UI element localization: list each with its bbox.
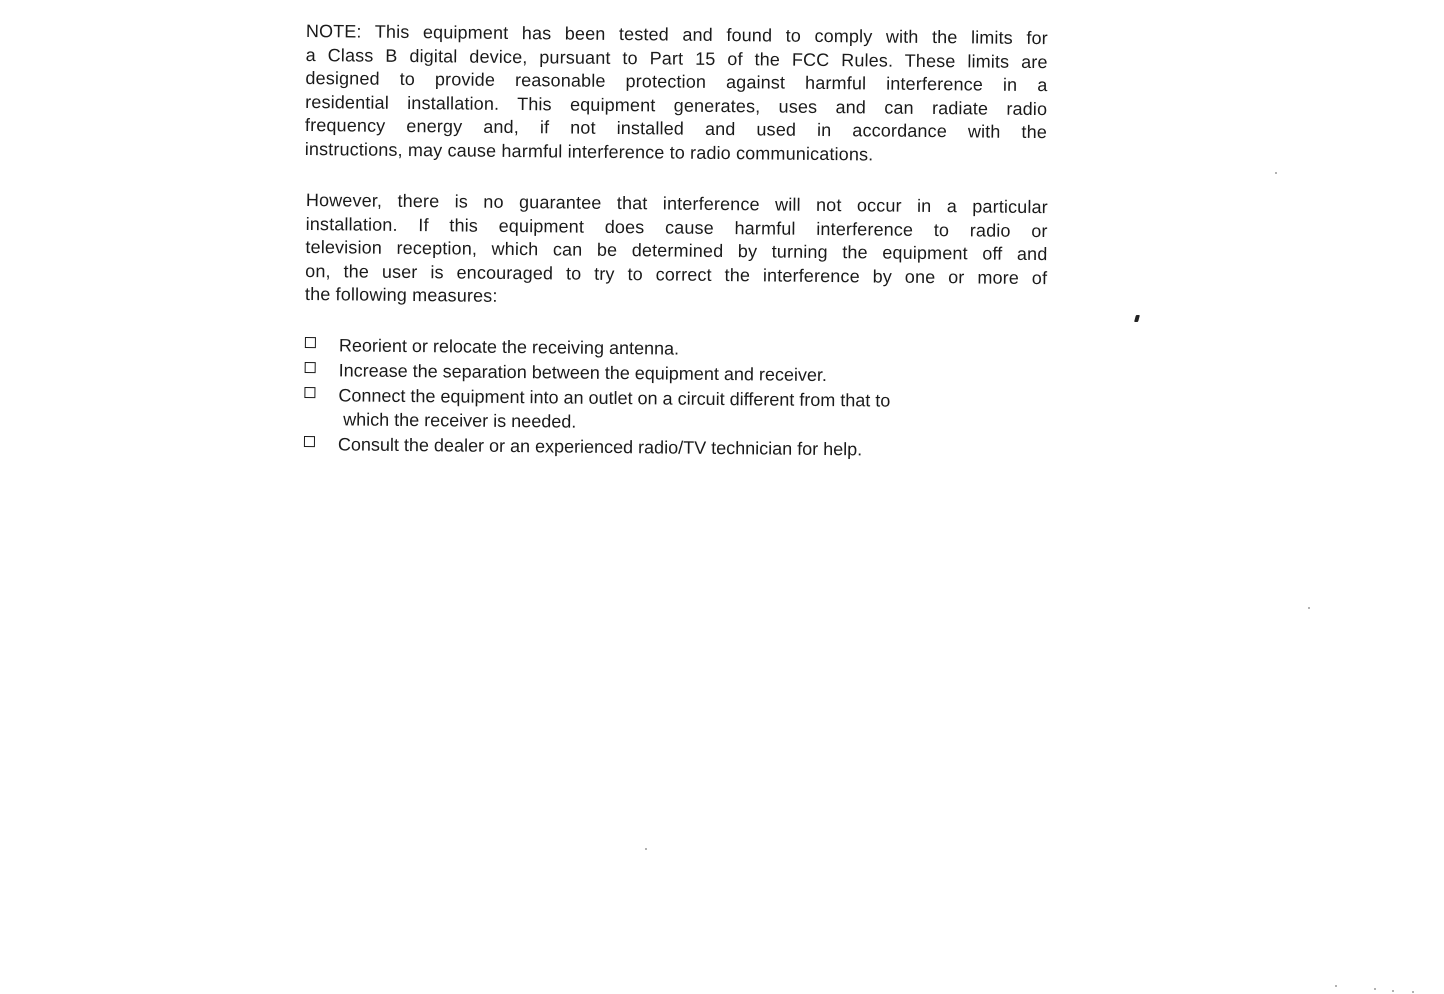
checkbox-square-icon [304, 387, 315, 398]
scan-speck [1275, 172, 1277, 174]
scan-speck [1392, 990, 1394, 992]
measures-list [303, 333, 1024, 464]
interference-paragraph [305, 189, 1048, 314]
measure-text-continuation: which the receiver is needed. [343, 409, 577, 432]
measure-text: Consult the dealer or an experienced radio/TV technician for help. [337, 434, 863, 460]
note-line: instructions, may cause harmful interference to radio communications. [304, 138, 874, 164]
however-line: However, there is no guarantee that interference will not occur in a particular [305, 189, 1048, 218]
scan-speck [1308, 607, 1310, 609]
note-line: NOTE: This equipment has been tested and found to comply with the limits for [305, 20, 1048, 49]
however-line: the following measures: [304, 283, 498, 306]
measure-text: Reorient or relocate the receiving antenna. [338, 335, 680, 359]
however-line: installation. If this equipment does cause harmful interference to radio or [305, 213, 1048, 241]
checkbox-square-icon [305, 337, 316, 348]
checkbox-square-icon [304, 436, 315, 447]
note-line: a Class B digital device, pursuant to Part 15 of the FCC Rules. These limits are [305, 44, 1048, 72]
scan-speck [1412, 991, 1414, 993]
scan-speck [645, 848, 647, 850]
note-line: designed to provide reasonable protection against harmful interference in a [305, 67, 1048, 96]
fcc-note-paragraph [305, 20, 1048, 168]
measure-text: Increase the separation between the equipment and receiver. [338, 360, 828, 386]
scan-speck [1374, 988, 1376, 990]
measure-item [303, 383, 1023, 438]
note-line: frequency energy and, if not installed and used in accordance with the [304, 114, 1048, 143]
note-line: residential installation. This equipment generates, uses and can radiate radio [305, 91, 1048, 119]
scan-speck [1335, 985, 1337, 987]
checkbox-square-icon [305, 362, 316, 373]
scan-mark [1134, 315, 1140, 322]
however-line: television reception, which can be determined by turning the equipment off and [305, 236, 1048, 265]
however-line: on, the user is encouraged to try to correct the interference by one or more of [305, 260, 1048, 288]
measure-text: Connect the equipment into an outlet on a circuit different from that to [338, 385, 891, 411]
